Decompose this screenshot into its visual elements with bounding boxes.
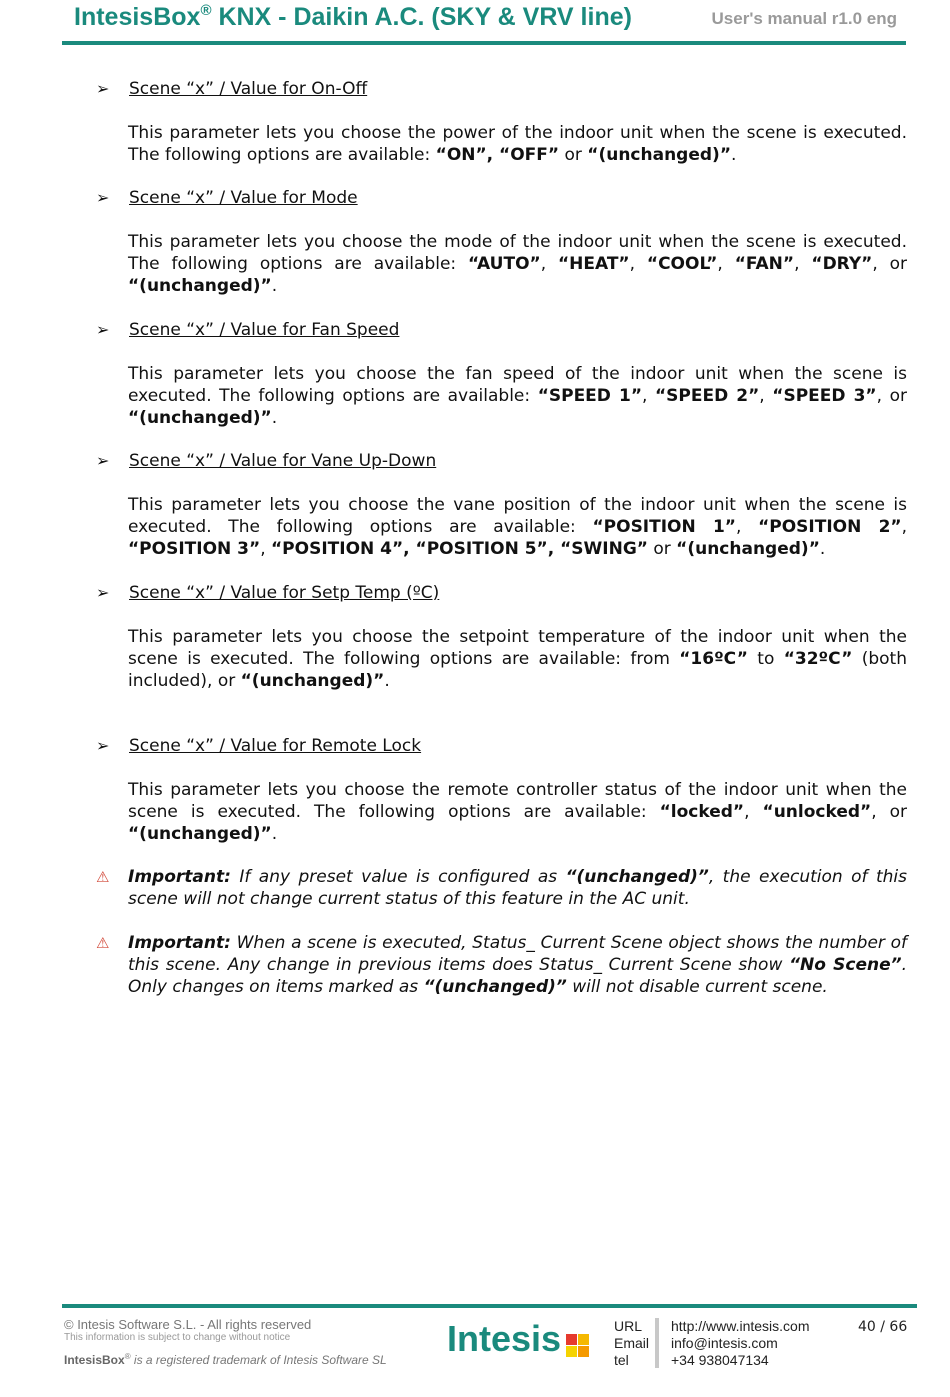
bullet-arrow-icon: ➢ [96, 188, 110, 207]
footer-copyright: © Intesis Software S.L. - All rights reserved [64, 1317, 312, 1332]
section-heading-setp-temp: Scene “x” / Value for Setp Temp (ºC) [129, 583, 440, 603]
footer-contact-labels [614, 1318, 649, 1369]
section-heading-remote-lock: Scene “x” / Value for Remote Lock [129, 736, 422, 756]
footer-trademark: IntesisBox® is a registered trademark of Intesis Software SL [64, 1352, 387, 1367]
bullet-arrow-icon: ➢ [96, 320, 110, 339]
section-heading-vane: Scene “x” / Value for Vane Up-Down [129, 451, 437, 471]
footer-label-url: URL [614, 1318, 643, 1334]
bullet-arrow-icon: ➢ [96, 79, 110, 98]
logo-square-icon [578, 1334, 589, 1345]
footer-notice: This information is subject to change without notice [64, 1332, 291, 1343]
bullet-arrow-icon: ➢ [96, 736, 110, 755]
logo-square-icon [578, 1346, 589, 1357]
section-text-setp-temp: This parameter lets you choose the setpoint temperature of the indoor unit when the scene is executed. The following options are available: from “16ºC” to “32ºC” (both included), or “(unchanged)”. [128, 627, 907, 691]
section-text-vane: This parameter lets you choose the vane position of the indoor unit when the scene is executed. The following options are available: “POSITION 1”, “POSITION 2”, “POSITION 3”, “POSITION 4”, “POSITION 5”, “SWING” or “(unchanged)”. [128, 495, 907, 559]
footer-label-email: Email [614, 1335, 650, 1351]
section-heading-mode: Scene “x” / Value for Mode [129, 188, 358, 208]
footer-label-tel: tel [614, 1352, 629, 1368]
section-heading-fan-speed: Scene “x” / Value for Fan Speed [129, 320, 400, 340]
footer-url-link[interactable]: http://www.intesis.com [671, 1318, 810, 1334]
manual-version: User's manual r1.0 eng [711, 9, 897, 28]
warning-icon: ⚠ [96, 868, 110, 886]
important-note-2: Important: When a scene is executed, Status_ Current Scene object shows the number of this scene. Any change in previous items does Status_ Current Scene show “No Scene”. Only changes on items marked as “(unchanged)” will not disable current scene. [128, 933, 907, 997]
logo-square-icon [566, 1346, 577, 1357]
page-number: 40 / 66 [858, 1319, 908, 1335]
document-title: IntesisBox® KNX - Daikin A.C. (SKY & VRV line) [74, 2, 632, 31]
footer-rule [62, 1304, 917, 1308]
section-text-onoff: This parameter lets you choose the power of the indoor unit when the scene is executed. The following options are available: “ON”, “OFF” or “(unchanged)”. [128, 123, 907, 165]
header-rule [62, 41, 906, 45]
section-text-mode: This parameter lets you choose the mode of the indoor unit when the scene is executed. The following options are available: “AUTO”, “HEAT”, “COOL”, “FAN”, “DRY”, or “(unchanged)”. [128, 232, 908, 296]
bullet-arrow-icon: ➢ [96, 583, 110, 602]
logo-square-icon [566, 1334, 577, 1345]
warning-icon: ⚠ [96, 934, 110, 952]
footer-email-link[interactable]: info@intesis.com [671, 1335, 778, 1351]
footer-separator [655, 1318, 659, 1368]
footer-tel: +34 938047134 [671, 1352, 769, 1368]
bullet-arrow-icon: ➢ [96, 451, 110, 470]
section-text-remote-lock: This parameter lets you choose the remote controller status of the indoor unit when the scene is executed. The following options are available: “locked”, “unlocked”, or “(unchanged)”. [128, 780, 907, 844]
footer-contact-values [671, 1318, 810, 1369]
important-note-1: Important: If any preset value is configured as “(unchanged)”, the execution of this scene will not change current status of this feature in the AC unit. [128, 867, 907, 909]
section-text-fan-speed: This parameter lets you choose the fan speed of the indoor unit when the scene is executed. The following options are available: “SPEED 1”, “SPEED 2”, “SPEED 3”, or “(unchanged)”. [128, 364, 907, 428]
section-heading-onoff: Scene “x” / Value for On-Off [129, 79, 368, 99]
intesis-logo: Intesis [447, 1318, 562, 1359]
